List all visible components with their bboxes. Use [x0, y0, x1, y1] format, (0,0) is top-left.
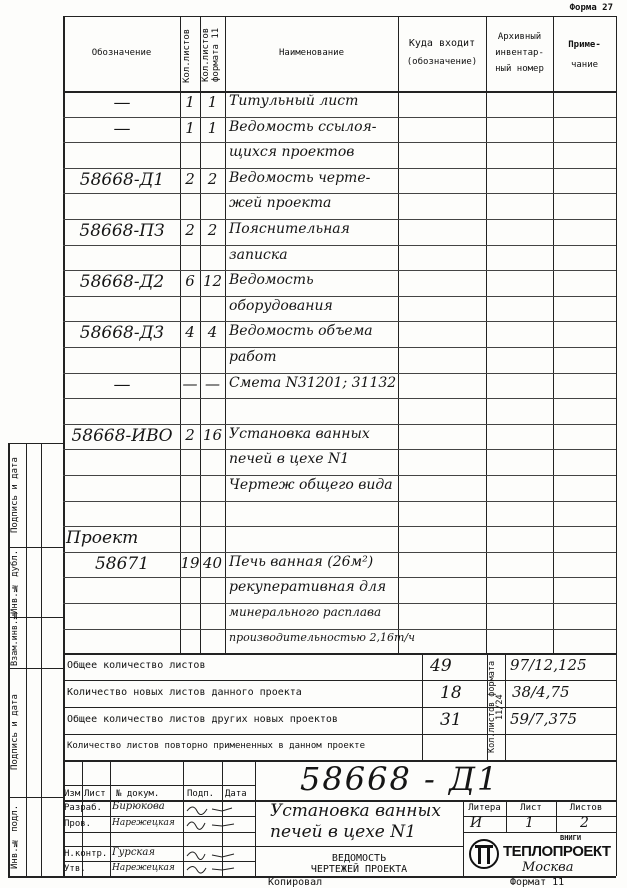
summary-new-value: 18 — [440, 683, 462, 703]
cell-designation: 58668-ИВО — [71, 426, 173, 446]
cell-name: Ведомость объема — [229, 323, 373, 339]
header-note-1: Приме- — [568, 40, 601, 50]
cell-name: Установка ванных — [229, 426, 370, 442]
strip-replace-inv: Взам.инв.№ — [10, 609, 20, 666]
tb-header-list: Лист — [84, 789, 106, 799]
row-line — [63, 245, 616, 246]
strip-inv-orig: Инв.№ подл. — [10, 804, 20, 870]
row-line — [63, 398, 616, 399]
cell-name: щихся проектов — [229, 144, 355, 160]
tb-appr-label: Утв. — [64, 864, 86, 874]
cell-sheet-count: — — [182, 375, 198, 393]
cell-name: жей проекта — [229, 195, 332, 211]
cell-designation: 58668-ПЗ — [79, 221, 165, 241]
cell-name: Ведомость ссылоя- — [229, 119, 377, 135]
cell-name: работ — [229, 349, 277, 365]
row-line — [63, 347, 616, 348]
summary-format-value-3: 59/7,375 — [510, 710, 578, 728]
header-destination-1: Куда входит — [408, 38, 476, 49]
cell-sheet-count: 6 — [185, 272, 195, 290]
tb-designation: 58668 - Д1 — [300, 760, 500, 798]
summary-other-label: Общее количество листов других новых проектов — [67, 714, 338, 725]
cell-designation: 58671 — [94, 554, 150, 574]
row-line — [63, 449, 616, 450]
tb-doc-title-2: ЧЕРТЕЖЕЙ ПРОЕКТА — [310, 864, 408, 875]
header-sheet-count: Кол.листов — [182, 28, 192, 84]
strip-sign-date-1: Подпись и дата — [10, 694, 20, 771]
tb-org: ТЕПЛОПРОЕКТ — [503, 843, 611, 860]
strip-sign-date-2: Подпись и дата — [10, 457, 20, 533]
cell-name: рекуперативная для — [229, 579, 387, 595]
cell-name: производительностью 2,16т/ч — [229, 631, 415, 644]
tb-org-small: ВНИГИ — [560, 834, 582, 842]
cell-designation: — — [113, 93, 131, 113]
row-line — [63, 552, 616, 553]
row-line — [63, 629, 616, 630]
cell-sheet-count: 4 — [185, 323, 195, 341]
row-line — [63, 577, 616, 578]
row-line — [63, 603, 616, 604]
tb-title-hand-2: печей в цехе N1 — [270, 822, 416, 842]
tb-sheets-value: 2 — [580, 815, 589, 831]
tb-city: Москва — [522, 860, 574, 875]
tb-check-label: Пров. — [64, 819, 92, 829]
tb-sheets-label: Листов — [569, 803, 603, 813]
tb-appr-name: Нарежецкая — [112, 863, 175, 873]
tb-nk-label: Н.контр. — [64, 849, 108, 859]
row-line — [63, 475, 616, 476]
cell-sheet-format: 16 — [202, 426, 223, 444]
cell-sheet-count: 2 — [185, 221, 195, 239]
header-archive-2: инвентар- — [495, 48, 544, 58]
header-archive-3: ный номер — [495, 64, 544, 74]
cell-sheet-format: 12 — [202, 272, 223, 290]
cell-sheet-count: 2 — [185, 426, 195, 444]
cell-sheet-format: 40 — [202, 554, 223, 572]
row-line — [63, 142, 616, 143]
tb-doc-title-1: ВЕДОМОСТЬ — [331, 853, 387, 864]
tb-nk-name: Гурская — [112, 847, 155, 858]
header-designation: Обозначение — [91, 48, 152, 58]
tb-title-hand-1: Установка ванных — [270, 801, 441, 821]
tb-stage-label: Литера — [468, 803, 501, 813]
tb-sheet-value: 1 — [525, 815, 534, 831]
cell-name: Ведомость — [229, 272, 314, 288]
header-name: Наименование — [278, 48, 345, 58]
cell-sheet-format: 1 — [207, 93, 218, 111]
row-line — [63, 193, 616, 194]
summary-format-label: Кол.листов формата 11/24 — [487, 660, 505, 754]
cell-name: Титульный лист — [229, 93, 359, 109]
row-line — [63, 424, 616, 425]
tb-dev-name: Бирюкова — [112, 801, 165, 812]
summary-format-value-1: 97/12,125 — [510, 656, 587, 674]
strip-inv-dup: Инв.№ дубл. — [10, 549, 20, 615]
header-archive-1: Архивный — [497, 32, 542, 42]
cell-designation: — — [113, 375, 131, 395]
header-sheet-format: Кол.листов формата 11 — [201, 27, 221, 83]
summary-total-label: Общее количество листов — [67, 660, 206, 671]
row-line — [63, 219, 616, 220]
cell-name: записка — [229, 247, 288, 263]
cell-sheet-format: 1 — [207, 119, 218, 137]
row-line — [63, 168, 616, 169]
cell-name: Смета N31201; 31132 — [229, 375, 397, 391]
cell-designation: 58668-Д2 — [79, 272, 165, 292]
cell-sheet-format: 2 — [207, 221, 218, 239]
summary-format-value-2: 38/4,75 — [512, 683, 570, 701]
row-line — [63, 117, 616, 118]
cell-sheet-format: 4 — [207, 323, 218, 341]
cell-name: минерального расплава — [229, 605, 382, 619]
form-label: Форма 27 — [569, 3, 613, 13]
row-line — [63, 321, 616, 322]
cell-designation: 58668-Д3 — [79, 323, 165, 343]
tb-stage-value: И — [470, 815, 483, 831]
cell-sheet-format: 2 — [207, 170, 218, 188]
cell-designation: 58668-Д1 — [79, 170, 165, 190]
row-line — [63, 270, 616, 271]
summary-total-value: 49 — [430, 656, 452, 676]
tb-sheet-label: Лист — [520, 803, 542, 813]
cell-name: печей в цехе N1 — [229, 451, 350, 467]
row-line — [63, 296, 616, 297]
footer-format: Формат 11 — [510, 877, 565, 888]
tb-header-doc: № докум. — [116, 789, 160, 799]
cell-sheet-count: 19 — [180, 554, 200, 572]
cell-sheet-count: 1 — [185, 93, 195, 111]
summary-reused-label: Количество листов повторно примененных в данном проекте — [67, 741, 366, 751]
cell-sheet-count: 1 — [185, 119, 195, 137]
cell-sheet-count: 2 — [185, 170, 195, 188]
tb-dev-label: Разраб. — [64, 803, 102, 813]
tb-header-date: Дата — [225, 789, 247, 799]
cell-name: Ведомость черте- — [229, 170, 371, 186]
cell-name: Печь ванная (26м²) — [229, 554, 374, 570]
tb-header-sign: Подп. — [187, 789, 215, 799]
tb-header-izm: Изм — [64, 789, 81, 799]
summary-other-value: 31 — [440, 710, 462, 730]
header-note-2: чание — [570, 60, 599, 70]
cell-sheet-format: — — [205, 375, 220, 393]
signatures-image — [184, 801, 254, 876]
cell-name: оборудования — [229, 298, 333, 314]
tb-check-name: Нарежецкая — [112, 818, 175, 828]
row-line — [63, 373, 616, 374]
cell-designation: — — [113, 119, 131, 139]
cell-name: Чертеж общего вида — [229, 477, 393, 493]
summary-new-label: Количество новых листов данного проекта — [67, 687, 302, 698]
row-line — [63, 526, 616, 527]
cell-designation: Проект — [66, 528, 139, 548]
row-line — [63, 501, 616, 502]
footer-copied: Копировал — [268, 877, 323, 888]
cell-name: Пояснительная — [229, 221, 350, 237]
header-destination-2: (обозначение) — [406, 57, 478, 67]
teploproekt-logo-icon — [468, 836, 500, 872]
